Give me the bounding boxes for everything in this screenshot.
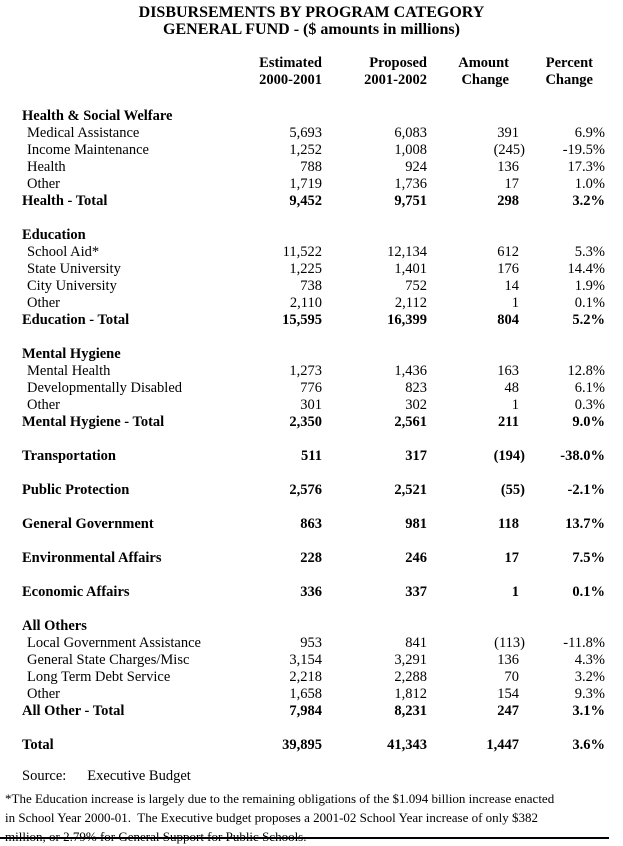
section-header-row: [22, 618, 605, 635]
row-label: State University: [27, 261, 121, 277]
cell-amount-change: 48: [504, 380, 519, 396]
cell-estimated: 9,452: [289, 193, 322, 209]
cell-percent-change: 3.1%: [572, 703, 605, 719]
cell-amount-change: 176: [497, 261, 519, 277]
row-label: City University: [27, 278, 117, 294]
table-section: [22, 618, 605, 720]
cell-proposed: 41,343: [387, 737, 427, 753]
row-label: Mental Health: [27, 363, 111, 379]
row-label: Other: [27, 295, 61, 311]
cell-proposed: 302: [405, 397, 427, 413]
standalone-row: [22, 584, 605, 601]
table-body: [22, 108, 605, 754]
column-header: [230, 55, 322, 89]
cell-amount-change: 612: [497, 244, 519, 260]
cell-proposed: 2,521: [394, 482, 427, 498]
source-value: Executive Budget: [87, 768, 191, 784]
cell-estimated: 1,658: [289, 686, 322, 702]
row-label: Developmentally Disabled: [27, 380, 183, 396]
cell-amount-change: 298: [497, 193, 519, 209]
cell-percent-change: -11.8%: [563, 635, 605, 651]
cell-proposed: 1,812: [394, 686, 427, 702]
cell-percent-change: 6.1%: [574, 380, 605, 396]
standalone-row: [22, 482, 605, 499]
cell-amount-change: 1: [511, 584, 519, 600]
table-header-row: [22, 55, 605, 89]
cell-proposed: 1,436: [394, 363, 427, 379]
row-label: School Aid*: [27, 244, 100, 260]
cell-amount-change: (113): [494, 635, 525, 651]
column-header-line2: Change: [461, 72, 509, 88]
cell-proposed: 1,008: [394, 142, 427, 158]
cell-percent-change: -19.5%: [562, 142, 605, 158]
title-line1: DISBURSEMENTS BY PROGRAM CATEGORY: [138, 4, 485, 21]
cell-estimated: 7,984: [289, 703, 322, 719]
cell-percent-change: 9.3%: [574, 686, 605, 702]
item-row: [22, 261, 605, 278]
standalone-row: [22, 448, 605, 465]
cell-proposed: 924: [405, 159, 427, 175]
cell-estimated: 1,252: [289, 142, 322, 158]
table-section: [22, 584, 605, 601]
item-row: [22, 159, 605, 176]
row-label: Medical Assistance: [27, 125, 140, 141]
cell-amount-change: 14: [504, 278, 519, 294]
cell-estimated: 2,350: [289, 414, 322, 430]
cell-amount-change: 247: [497, 703, 519, 719]
cell-proposed: 1,736: [394, 176, 427, 192]
column-header-line2: 2000-2001: [259, 72, 322, 88]
cell-estimated: 738: [300, 278, 322, 294]
cell-amount-change: 211: [498, 414, 519, 430]
cell-amount-change: 136: [497, 652, 519, 668]
row-label: Income Maintenance: [27, 142, 149, 158]
item-row: [22, 278, 605, 295]
cell-proposed: 246: [405, 550, 427, 566]
column-header-line2: Change: [545, 72, 593, 88]
row-label: Health & Social Welfare: [22, 108, 173, 124]
row-label: Other: [27, 397, 61, 413]
source-line: [22, 768, 623, 785]
cell-estimated: 1,719: [289, 176, 322, 192]
cell-amount-change: 1: [511, 397, 519, 413]
cell-percent-change: 1.9%: [574, 278, 605, 294]
row-label: Other: [27, 686, 61, 702]
item-row: [22, 363, 605, 380]
column-header-line2: 2001-2002: [364, 72, 427, 88]
cell-estimated: 336: [300, 584, 322, 600]
cell-proposed: 1,401: [394, 261, 427, 277]
row-label: All Other - Total: [22, 703, 125, 719]
total-row: [22, 312, 605, 329]
cell-proposed: 9,751: [394, 193, 427, 209]
total-row: [22, 703, 605, 720]
standalone-row: [22, 550, 605, 567]
cell-amount-change: 804: [497, 312, 519, 328]
cell-percent-change: 5.3%: [574, 244, 605, 260]
source-label: Source:: [22, 768, 67, 784]
cell-estimated: 788: [300, 159, 322, 175]
cell-amount-change: 1,447: [486, 737, 519, 753]
cell-proposed: 823: [405, 380, 427, 396]
table-section: [22, 346, 605, 431]
cell-amount-change: 70: [504, 669, 519, 685]
row-label: Mental Hygiene: [22, 346, 121, 362]
cell-percent-change: -38.0%: [560, 448, 605, 464]
cell-percent-change: 6.9%: [574, 125, 605, 141]
header-spacer: [22, 55, 230, 89]
item-row: [22, 652, 605, 669]
cell-proposed: 2,112: [394, 295, 427, 311]
row-label: Education: [22, 227, 86, 243]
total-row: [22, 414, 605, 431]
page-title: [0, 4, 623, 38]
row-label: Other: [27, 176, 61, 192]
item-row: [22, 380, 605, 397]
row-label: Health - Total: [22, 193, 108, 209]
footnote-line-1: *The Education increase is largely due to the remaining obligations of the $1.094 billion increase enacted: [5, 791, 555, 806]
cell-estimated: 3,154: [289, 652, 322, 668]
cell-amount-change: 1: [511, 295, 519, 311]
item-row: [22, 244, 605, 261]
cell-proposed: 317: [405, 448, 427, 464]
cell-estimated: 863: [300, 516, 322, 532]
row-label: Total: [22, 737, 54, 753]
cell-percent-change: 12.8%: [567, 363, 605, 379]
cell-percent-change: -2.1%: [567, 482, 605, 498]
cell-percent-change: 0.1%: [574, 295, 605, 311]
item-row: [22, 295, 605, 312]
cell-amount-change: 391: [497, 125, 519, 141]
cell-percent-change: 13.7%: [565, 516, 605, 532]
cell-percent-change: 3.2%: [572, 193, 605, 209]
cell-proposed: 337: [405, 584, 427, 600]
table-section: [22, 108, 605, 210]
cell-proposed: 2,561: [394, 414, 427, 430]
cell-estimated: 301: [300, 397, 322, 413]
cell-estimated: 1,273: [289, 363, 322, 379]
row-label: Transportation: [22, 448, 116, 464]
title-line2: GENERAL FUND - ($ amounts in millions): [163, 21, 460, 38]
cell-percent-change: 5.2%: [572, 312, 605, 328]
cell-percent-change: 4.3%: [574, 652, 605, 668]
cell-proposed: 841: [405, 635, 427, 651]
row-label: Public Protection: [22, 482, 130, 498]
row-label: Education - Total: [22, 312, 130, 328]
table-section: [22, 448, 605, 465]
column-header-line1: Proposed: [369, 55, 427, 71]
row-label: Environmental Affairs: [22, 550, 162, 566]
cell-proposed: 3,291: [394, 652, 427, 668]
cell-proposed: 2,288: [394, 669, 427, 685]
cell-amount-change: 17: [504, 176, 519, 192]
item-row: [22, 125, 605, 142]
cell-estimated: 953: [300, 635, 322, 651]
item-row: [22, 397, 605, 414]
column-header: [525, 55, 605, 89]
footnote-line-2: in School Year 2000-01. The Executive budget proposes a 2001-02 School Year increase of only $382: [5, 810, 539, 825]
cell-amount-change: 136: [497, 159, 519, 175]
row-label: Local Government Assistance: [27, 635, 201, 651]
cell-percent-change: 14.4%: [567, 261, 605, 277]
cell-percent-change: 7.5%: [572, 550, 605, 566]
table-section: [22, 516, 605, 533]
row-label: Economic Affairs: [22, 584, 130, 600]
disbursements-table: [22, 55, 605, 754]
column-header-line1: Amount: [458, 55, 509, 71]
column-header-line1: Estimated: [259, 55, 322, 71]
column-header: [427, 55, 525, 89]
row-label: Long Term Debt Service: [27, 669, 171, 685]
cell-amount-change: 17: [504, 550, 519, 566]
cell-estimated: 2,576: [289, 482, 322, 498]
total-row: [22, 193, 605, 210]
item-row: [22, 669, 605, 686]
item-row: [22, 176, 605, 193]
cell-proposed: 6,083: [394, 125, 427, 141]
cell-percent-change: 1.0%: [574, 176, 605, 192]
cell-amount-change: (55): [500, 482, 525, 498]
cell-estimated: 15,595: [282, 312, 322, 328]
cell-estimated: 39,895: [282, 737, 322, 753]
cell-amount-change: (194): [493, 448, 525, 464]
table-section: [22, 227, 605, 329]
cell-estimated: 5,693: [289, 125, 322, 141]
cell-amount-change: 154: [497, 686, 519, 702]
table-section: [22, 482, 605, 499]
cell-proposed: 16,399: [387, 312, 427, 328]
standalone-row: [22, 516, 605, 533]
row-label: General State Charges/Misc: [27, 652, 190, 668]
row-label: Health: [27, 159, 66, 175]
cell-proposed: 12,134: [387, 244, 427, 260]
cell-estimated: 776: [300, 380, 322, 396]
cell-proposed: 8,231: [394, 703, 427, 719]
cell-percent-change: 9.0%: [572, 414, 605, 430]
row-label: All Others: [22, 618, 87, 634]
table-section: [22, 550, 605, 567]
section-header-row: [22, 227, 605, 244]
bottom-rule: [0, 837, 609, 839]
cell-estimated: 1,225: [289, 261, 322, 277]
section-header-row: [22, 346, 605, 363]
cell-proposed: 752: [405, 278, 427, 294]
cell-estimated: 511: [301, 448, 322, 464]
section-header-row: [22, 108, 605, 125]
cell-estimated: 228: [300, 550, 322, 566]
item-row: [22, 686, 605, 703]
cell-amount-change: 118: [498, 516, 519, 532]
cell-estimated: 2,218: [289, 669, 322, 685]
cell-percent-change: 17.3%: [567, 159, 605, 175]
cell-percent-change: 0.3%: [574, 397, 605, 413]
cell-amount-change: 163: [497, 363, 519, 379]
row-label: Mental Hygiene - Total: [22, 414, 165, 430]
item-row: [22, 635, 605, 652]
item-row: [22, 142, 605, 159]
standalone-row: [22, 737, 605, 754]
row-label: General Government: [22, 516, 154, 532]
table-section: [22, 737, 605, 754]
cell-proposed: 981: [405, 516, 427, 532]
cell-estimated: 11,522: [282, 244, 322, 260]
cell-amount-change: (245): [493, 142, 525, 158]
column-header-line1: Percent: [545, 55, 593, 71]
cell-estimated: 2,110: [289, 295, 322, 311]
cell-percent-change: 0.1%: [572, 584, 605, 600]
cell-percent-change: 3.2%: [574, 669, 605, 685]
cell-percent-change: 3.6%: [572, 737, 605, 753]
column-header: [322, 55, 427, 89]
